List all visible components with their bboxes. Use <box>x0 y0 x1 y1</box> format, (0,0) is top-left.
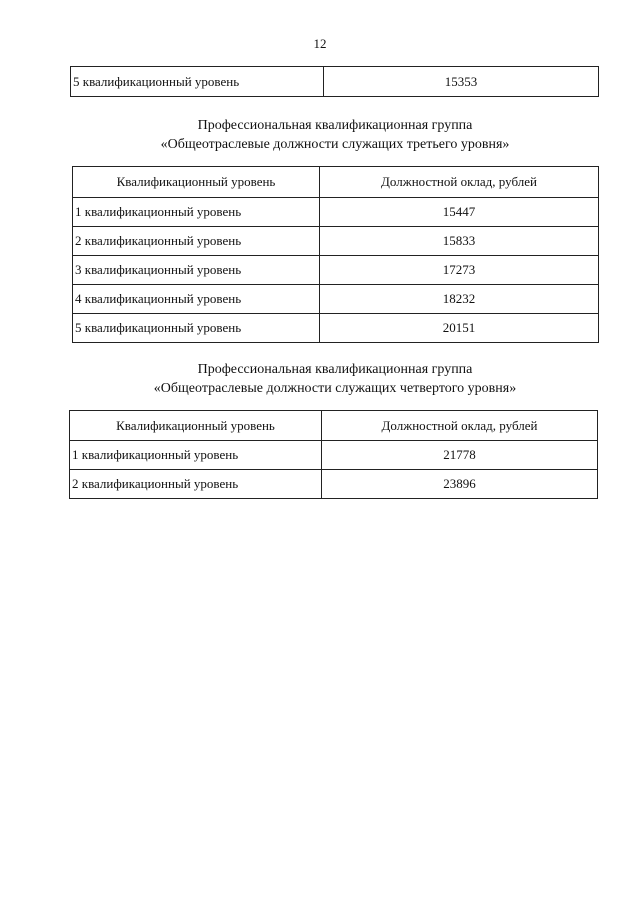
level-cell: 2 квалификационный уровень <box>70 470 322 499</box>
table-row <box>70 470 598 499</box>
column-header-salary: Должностной оклад, рублей <box>320 167 599 198</box>
level-cell: 3 квалификационный уровень <box>73 256 320 285</box>
salary-cell: 20151 <box>320 314 599 343</box>
table-header-row <box>73 167 599 198</box>
group-heading-line2: «Общеотраслевые должности служащих четвертого уровня» <box>153 381 517 396</box>
salary-cell: 15353 <box>324 67 599 97</box>
page-number: 12 <box>313 36 327 51</box>
salary-table-third-level <box>72 166 599 343</box>
salary-cell: 18232 <box>320 285 599 314</box>
group-heading-line1: Профессиональная квалификационная группа <box>197 118 473 133</box>
group-heading-line1: Профессиональная квалификационная группа <box>197 362 473 377</box>
table-row <box>73 198 599 227</box>
table-header-row <box>70 411 598 441</box>
salary-cell: 15447 <box>320 198 599 227</box>
salary-cell: 17273 <box>320 256 599 285</box>
level-cell: 2 квалификационный уровень <box>73 227 320 256</box>
table-row <box>71 67 599 97</box>
table-row <box>73 285 599 314</box>
table-row <box>70 441 598 470</box>
salary-table-fourth-level <box>69 410 598 499</box>
column-header-level: Квалификационный уровень <box>70 411 322 441</box>
level-cell: 4 квалификационный уровень <box>73 285 320 314</box>
group-heading-fourth-level <box>70 360 600 398</box>
table-row <box>73 227 599 256</box>
group-heading-line2: «Общеотраслевые должности служащих третьего уровня» <box>160 137 510 152</box>
column-header-level: Квалификационный уровень <box>73 167 320 198</box>
level-cell: 5 квалификационный уровень <box>73 314 320 343</box>
table-row <box>73 256 599 285</box>
salary-cell: 15833 <box>320 227 599 256</box>
group-heading-third-level <box>70 116 600 154</box>
salary-cell: 23896 <box>322 470 598 499</box>
level-cell: 1 квалификационный уровень <box>70 441 322 470</box>
salary-cell: 21778 <box>322 441 598 470</box>
level-cell: 5 квалификационный уровень <box>71 67 324 97</box>
level-cell: 1 квалификационный уровень <box>73 198 320 227</box>
table-row <box>73 314 599 343</box>
salary-table-continued <box>70 66 599 97</box>
column-header-salary: Должностной оклад, рублей <box>322 411 598 441</box>
